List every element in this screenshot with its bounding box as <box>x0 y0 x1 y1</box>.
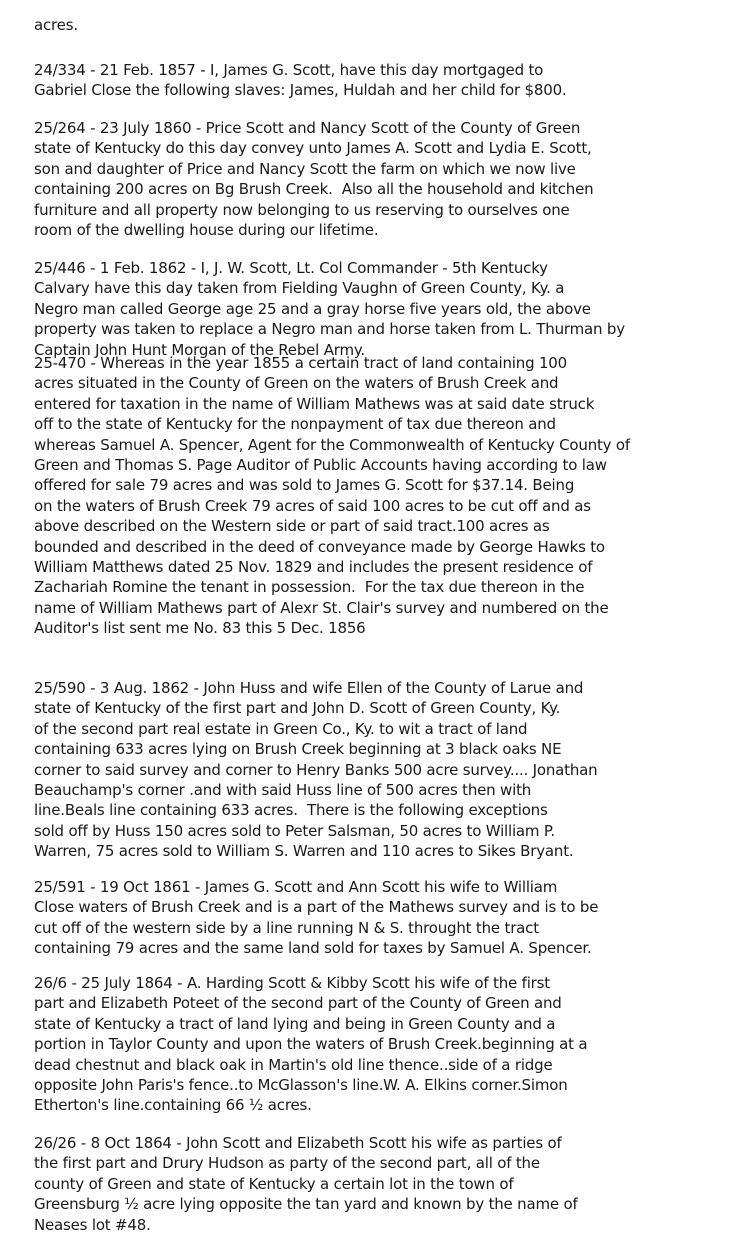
entry-26-6: 26/6 - 25 July 1864 - A. Harding Scott & Kibby Scott his wife of the first part and Elizabeth Poteet of the second part of the County of Green and state of Kentucky a tract of land lying and being in Green County and a portion in Taylor County and upon the waters of Brush Creek.beginning at a dead chestnut and black oak in Martin's old line thence..side of a ridge opposite John Paris's fence..to McGlasson's line.W. A. Elkins corner.Simon Etherton's line.containing 66 ½ acres. <box>34 974 588 1115</box>
entry-25-446: 25/446 - 1 Feb. 1862 - I, J. W. Scott, Lt. Col Commander - 5th Kentucky Calvary have this day taken from Fielding Vaughn of Green County, Ky. a Negro man called George age 25 and a gray horse five years old, the above property was taken to replace a Negro man and horse taken from L. Thurman by Captain John Hunt Morgan of the Rebel Army. <box>34 259 625 359</box>
entry-0: acres. <box>34 16 78 34</box>
entry-25-590: 25/590 - 3 Aug. 1862 - John Huss and wife Ellen of the County of Larue and state of Kentucky of the first part and John D. Scott of Green County, Ky. of the second part real estate in Green Co., Ky. to wit a tract of land containing 633 acres lying on Brush Creek beginning at 3 black oaks NE corner to said survey and corner to Henry Banks 500 acre survey.... Jonathan Beauchamp's corner .and with said Huss line of 500 acres then with line.Beals line containing 633 acres. There is the following exceptions sold off by Huss 150 acres sold to Peter Salsman, 50 acres to William P. Warren, 75 acres sold to William S. Warren and 110 acres to Sikes Bryant. <box>34 679 598 861</box>
entry-24-334: 24/334 - 21 Feb. 1857 - I, James G. Scott, have this day mortgaged to Gabriel Close the following slaves: James, Huldah and her child for $800. <box>34 61 567 100</box>
entry-25-470: 25-470 - Whereas in the year 1855 a certain tract of land containing 100 acres situated in the County of Green on the waters of Brush Creek and entered for taxation in the name of William Mathews was at said date struck off to the state of Kentucky for the nonpayment of tax due thereon and whereas Samuel A. Spencer, Agent for the Commonwealth of Kentucky County of Green and Thomas S. Page Auditor of Public Accounts having according to law offered for sale 79 acres and was sold to James G. Scott for $37.14. Being on the waters of Brush Creek 79 acres of said 100 acres to be cut off and as above described on the Western side or part of said tract.100 acres as bounded and described in the deed of conveyance made by George Hawks to William Matthews dated 25 Nov. 1829 and includes the present residence of Zachariah Romine the tenant in possession. For the tax due thereon in the name of William Mathews part of Alexr St. Clair's survey and numbered on the Auditor's list sent me No. 83 this 5 Dec. 1856 <box>34 354 630 638</box>
entry-25-591: 25/591 - 19 Oct 1861 - James G. Scott and Ann Scott his wife to William Close waters of Brush Creek and is a part of the Mathews survey and is to be cut off of the western side by a line running N & S. throught the tract containing 79 acres and the same land sold for taxes by Samuel A. Spencer. <box>34 878 599 958</box>
entry-25-264: 25/264 - 23 July 1860 - Price Scott and Nancy Scott of the County of Green state of Kentucky do this day convey unto James A. Scott and Lydia E. Scott, son and daughter of Price and Nancy Scott the farm on which we now live containing 200 acres on Bg Brush Creek. Also all the household and kitchen furniture and all property now belonging to us reserving to ourselves one room of the dwelling house during our lifetime. <box>34 119 594 240</box>
entry-26-26: 26/26 - 8 Oct 1864 - John Scott and Elizabeth Scott his wife as parties of the first part and Drury Hudson as party of the second part, all of the county of Green and state of Kentucky a certain lot in the town of Greensburg ½ acre lying opposite the tan yard and known by the name of Neases lot #48. <box>34 1134 578 1234</box>
